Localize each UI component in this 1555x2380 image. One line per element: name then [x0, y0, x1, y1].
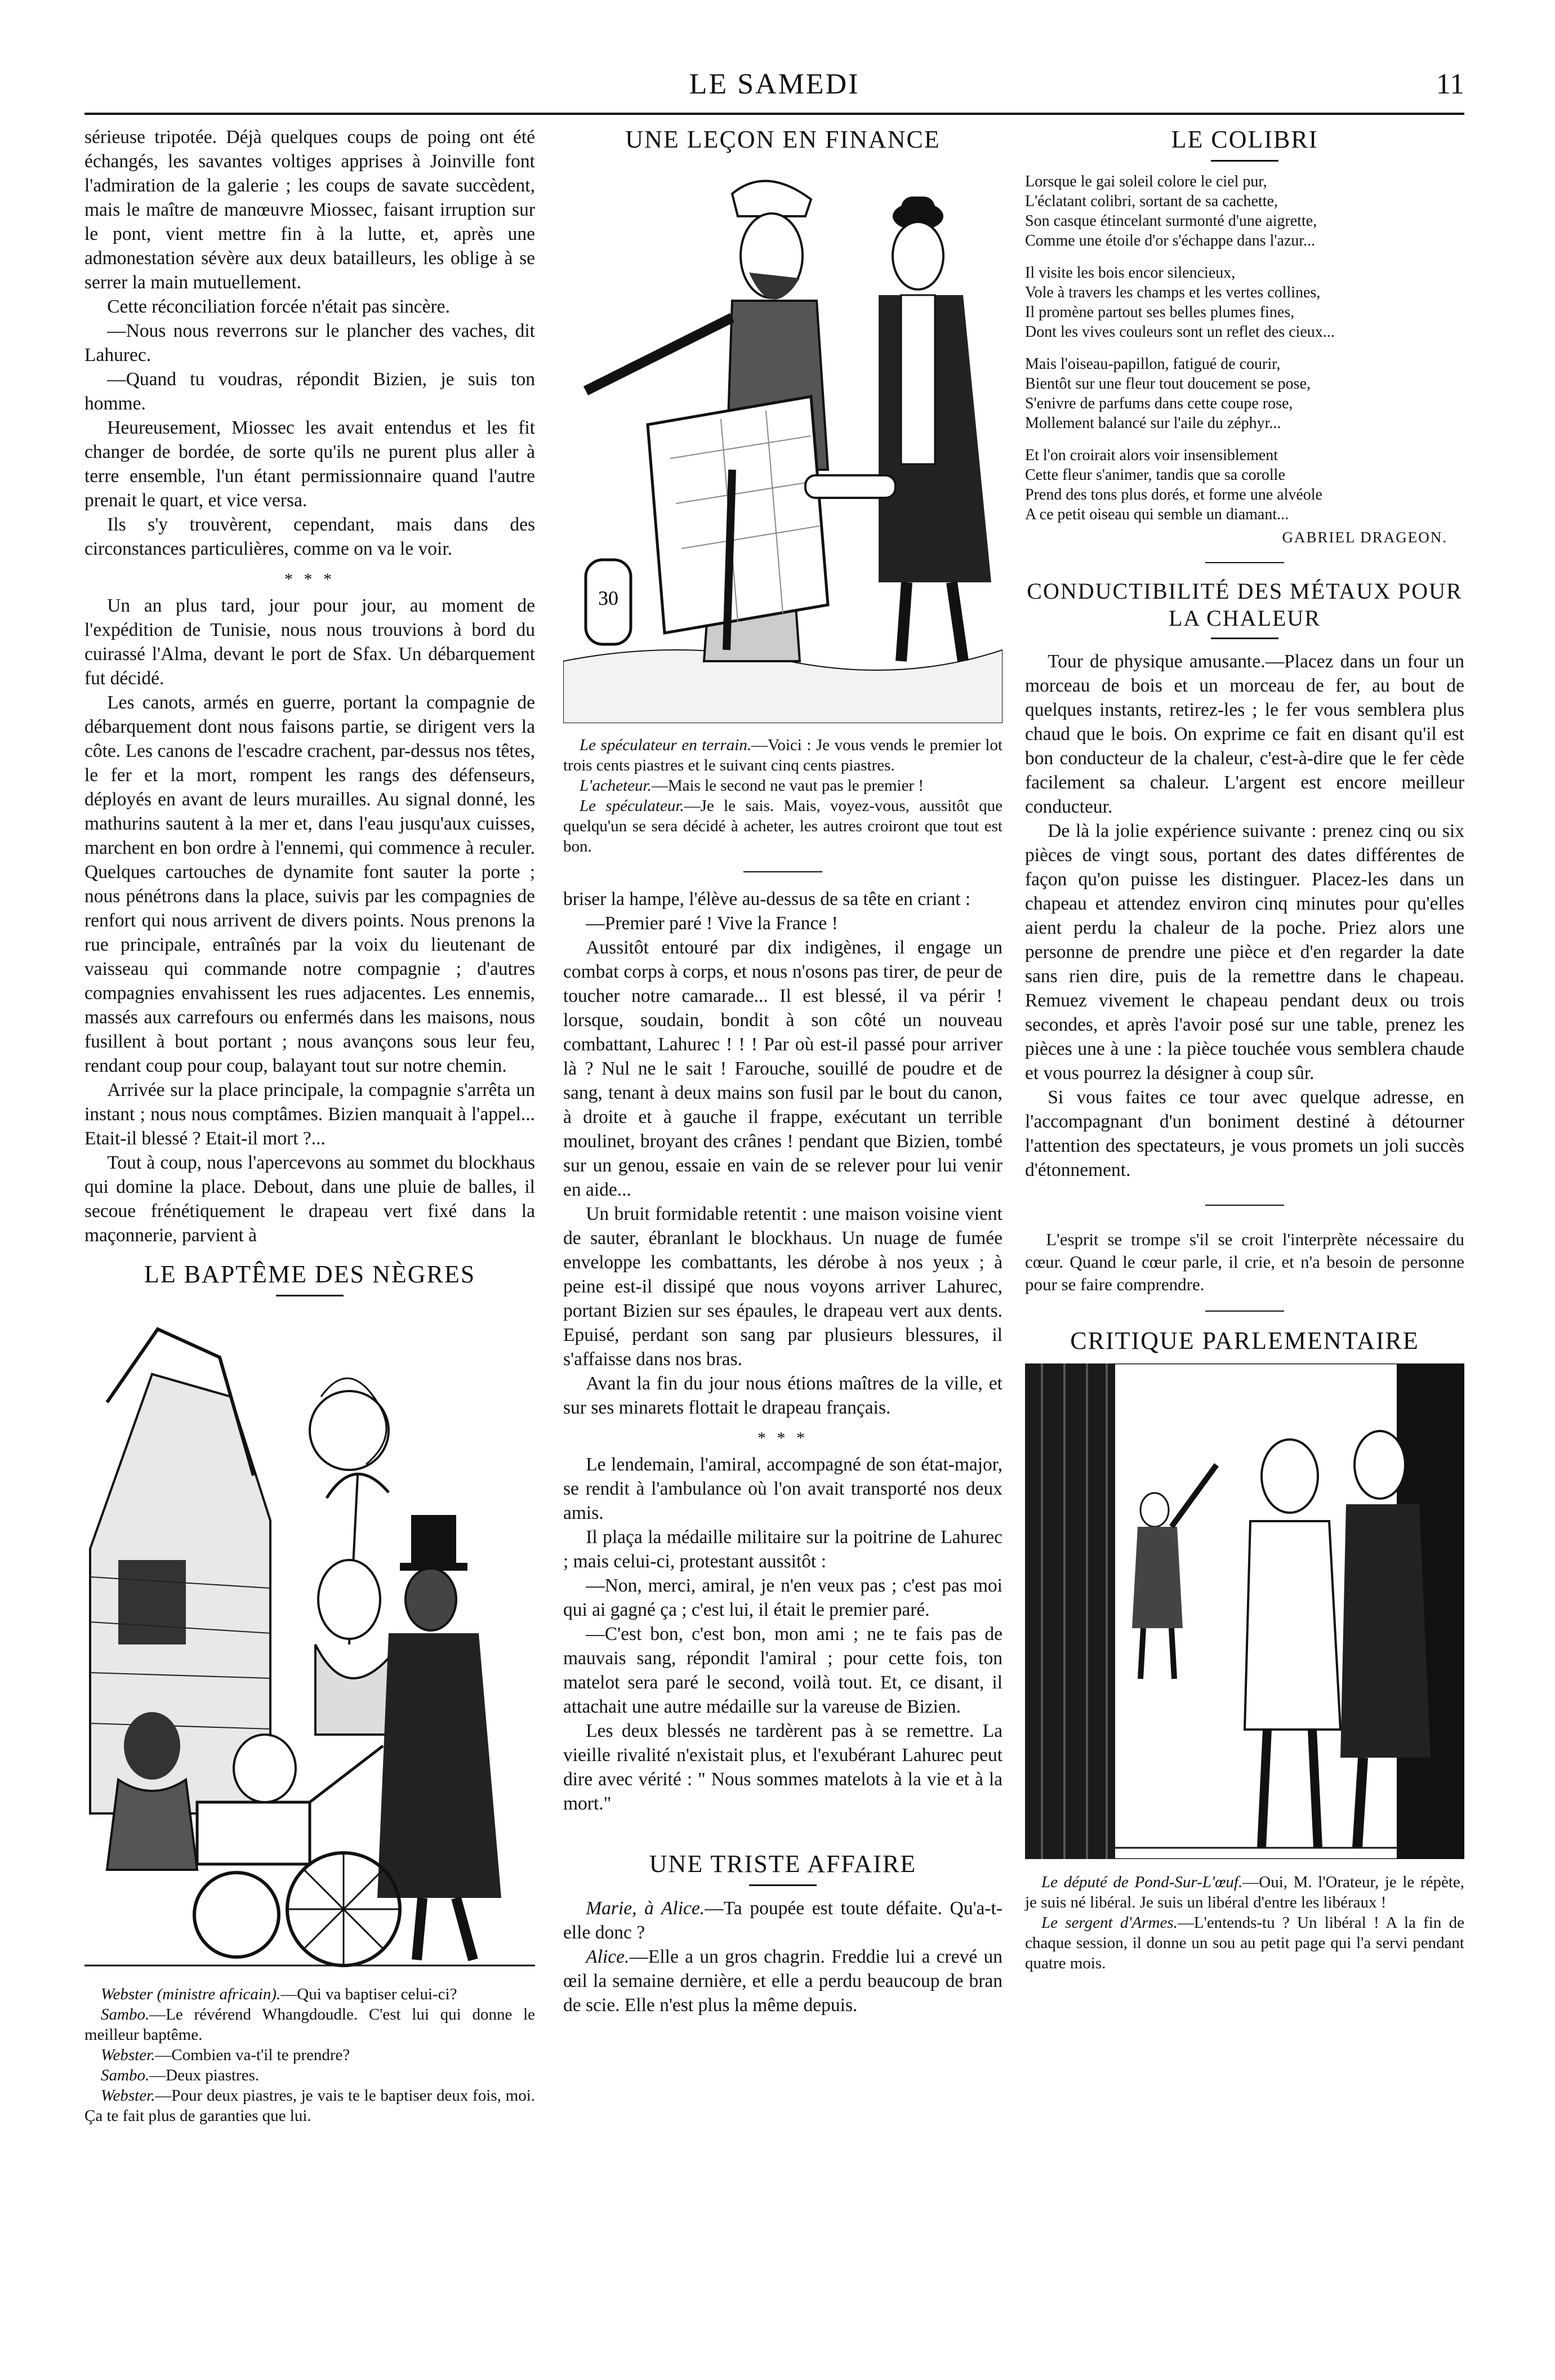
separator [743, 871, 822, 872]
paragraph: Ils s'y trouvèrent, cependant, mais dans des circonstances particulières, comme on va le voir. [84, 514, 535, 559]
caption-speaker: Sambo. [101, 2005, 150, 2024]
caption-text: —Pour deux piastres, je vais te le baptiser deux fois, moi. Ça te fait plus de garanties que lui. [84, 2087, 535, 2125]
lecon-caption [563, 735, 1002, 857]
caption-text: —L'entends-tu ? Un libéral ! A la fin de chaque session, il donne un sou au petit page qui l'a servi pendant quatre mois. [1025, 1914, 1464, 1972]
poem-line: Comme une étoile d'or s'échappe dans l'azur... [1025, 232, 1316, 249]
conductibilite-title: CONDUCTIBILITÉ DES MÉTAUX POUR LA CHALEUR [1027, 578, 1463, 631]
caption-speaker: Le sergent d'Armes. [1041, 1914, 1178, 1932]
poem-line: Mollement balancé sur l'aile du zéphyr... [1025, 415, 1281, 432]
paragraph: Un an plus tard, jour pour jour, au moment de l'expédition de Tunisie, nous nous trouvions à bord du cuirassé l'Alma, devant le port de Sfax. Un débarquement fut décidé. [84, 595, 535, 689]
poem-line: Bientôt sur une fleur tout doucement se pose, [1025, 375, 1311, 393]
stanza [1025, 263, 1464, 342]
title-rule [1211, 638, 1278, 639]
caption-text: —Voici : Je vous vends le premier lot trois cents piastres et le suivant cinq cents piastres. [563, 736, 1003, 774]
bapteme-illustration [84, 1307, 535, 1971]
title-rule [276, 1295, 344, 1296]
paragraph: sérieuse tripotée. Déjà quelques coups de poing ont été échangés, les savantes voltiges apprises à Joinville font l'admiration de la galerie ; les coups de savate succèdent, mais le maître de manœuvre Miossec, faisant irruption sur le pont, vient mettre fin à la lutte, et, après une admonestation sévère aux deux batailleurs, les oblige à se serrer la main mutuellement. [84, 127, 535, 293]
milestone-number: 30 [598, 587, 618, 609]
paragraph: Les canots, armés en guerre, portant la compagnie de débarquement dont nous faisons partie, se dirigent vers la côte. Les canons de l'escadre crachent, par-dessus nos têtes, le fer et la mort, rompent les rangs des défenseurs, déployés en avant de leurs murailles. Au signal donné, les mathurins sautent à la mer et, dans l'eau jusqu'aux cuisses, marchent en bon ordre à l'ennemi, qui commence à reculer. Quelques cartouches de dynamite font sauter la porte ; nous pénétrons dans la place, suivis par les compagnies de renfort qui nous arrivent de divers points. Nous prenons la rue principale, entraînés par la voix du lieutenant de vaisseau qui commande notre compagnie ; d'autres compagnies envahissent les rues adjacentes. Les ennemis, massés aux carrefours ou enfermés dans les maisons, nous fusillent à bout portant ; nous avançons sous leur feu, rendant coup pour coup, balayant tout sur notre chemin. [84, 692, 535, 1076]
paragraph: —Quand tu voudras, répondit Bizien, je suis ton homme. [84, 369, 535, 414]
colibri-poem [1025, 172, 1464, 547]
paragraph: Un bruit formidable retentit : une maison voisine vient de sauter, ébranlant le blockhaus. Un nuage de fumée enveloppe les combattants, les dérobe à nos yeux ; à peine est-il dissipé que nous voyons arriver Lahurec, portant Bizien sur ses épaules, le drapeau vert aux dents. Epuisé, perdant son sang par plusieurs blessures, il s'affaisse dans nos bras. [563, 1204, 1002, 1370]
caption-text: —Oui, M. l'Orateur, je le répète, je suis né libéral. Je suis un libéral d'entre les libéraux ! [1025, 1873, 1464, 1911]
caption-text: —Qui va baptiser celui-ci? [280, 1985, 457, 2003]
stanza [1025, 354, 1464, 433]
poem-line: Son casque étincelant surmonté d'une aigrette, [1025, 212, 1317, 230]
poem-line: Prend des tons plus dorés, et forme une alvéole [1025, 486, 1322, 503]
page-number: 11 [1436, 68, 1464, 100]
lecon-illustration [563, 154, 1002, 723]
caption-text: —Je le sais. Mais, voyez-vous, aussitôt que quelqu'un se sera décidé à acheter, les autres croiront que tout est bon. [563, 797, 1002, 855]
paragraph: Tout à coup, nous l'apercevons au sommet du blockhaus qui domine la place. Debout, dans une pluie de balles, il secoue frénétiquement le drapeau vert fixé dans la maçonnerie, parvient à [84, 1152, 535, 1246]
maxim: L'esprit se trompe s'il se croit l'interprète nécessaire du cœur. Quand le cœur parle, il crie, et n'a besoin de personne pour se faire comprendre. [1025, 1229, 1464, 1294]
separator [1205, 1205, 1284, 1206]
caption-speaker: Webster. [101, 2046, 155, 2064]
paragraph: Le lendemain, l'amiral, accompagné de son état-major, se rendit à l'ambulance où l'on avait transporté nos deux amis. [563, 1454, 1002, 1523]
poem-line: L'éclatant colibri, sortant de sa cachette, [1025, 193, 1278, 210]
section-stars: * * * [284, 570, 335, 589]
section-stars: * * * [758, 1429, 808, 1447]
lecon-title: UNE LEÇON EN FINANCE [625, 126, 941, 153]
caption-speaker: Le député de Pond-Sur-L'œuf. [1041, 1873, 1243, 1891]
critique-caption [1025, 1872, 1464, 1973]
caption-text: —Mais le second ne vaut pas le premier ! [651, 777, 924, 795]
poem-line: A ce petit oiseau qui semble un diamant... [1025, 506, 1289, 523]
column-middle [563, 125, 1002, 2017]
stanza [1025, 172, 1464, 251]
paragraph: Heureusement, Miossec les avait entendus et les fit changer de bordée, de sorte qu'ils ne purent plus aller à terre ensemble, l'un étant permissionnaire quand l'autre prenait le quart, et vice versa. [84, 417, 535, 511]
paragraph: Avant la fin du jour nous étions maîtres de la ville, et sur ses minarets flottait le drapeau français. [563, 1373, 1002, 1418]
paragraph: —Nous nous reverrons sur le plancher des vaches, dit Lahurec. [84, 320, 535, 366]
caption-speaker: L'acheteur. [580, 777, 652, 795]
caption-text: —Combien va-t'il te prendre? [155, 2046, 350, 2064]
paragraph: Aussitôt entouré par dix indigènes, il engage un combat corps à corps, et nous n'osons pas tirer, de peur de toucher notre camarade... Il est blessé, il va périr ! lorsque, soudain, bondit à son côté un nouveau combattant, Lahurec ! ! ! Par où est-il passé pour arriver là ? Nul ne le sait ! Farouche, souillé de poudre et de sang, tenant à deux mains son fusil par le bout du canon, à droite et à gauche il frappe, exécutant un terrible moulinet, broyant des crânes ! pendant que Bizien, tombé sur un genou, essaie en vain de se relever pour lui venir en aide... [563, 937, 1002, 1200]
column-left [84, 125, 535, 2126]
poem-line: S'enivre de parfums dans cette coupe rose, [1025, 395, 1293, 412]
dialogue-speaker: Alice. [586, 1946, 630, 1967]
poem-line: Cette fleur s'animer, tandis que sa corolle [1025, 466, 1285, 484]
masthead: LE SAMEDI [689, 68, 860, 100]
poem-line: Et l'on croirait alors voir insensiblement [1025, 447, 1278, 464]
critique-illustration [1025, 1363, 1464, 1859]
caption-speaker: Le spéculateur. [580, 797, 684, 815]
triste-title: UNE TRISTE AFFAIRE [649, 1850, 917, 1878]
paragraph: Cette réconciliation forcée n'était pas sincère. [107, 296, 450, 317]
column-right [1025, 125, 1464, 1973]
dialogue-text: —Elle a un gros chagrin. Freddie lui a crevé un œil la semaine dernière, et elle a perdu beaucoup de bran de scie. Elle n'est plus la même depuis. [563, 1946, 1002, 2016]
poem-line: Lorsque le gai soleil colore le ciel pur, [1025, 173, 1267, 190]
paragraph: Tour de physique amusante.—Placez dans un four un morceau de bois et un morceau de fer, au bout de quelques instants, retirez-les ; le fer vous semblera plus chaud que le bois. On exprime ce fait en disant qu'il est bon conducteur de la chaleur, c'est-à-dire que le fer cède facilement sa chaleur. L'argent est encore meilleur conducteur. [1025, 651, 1464, 817]
colibri-title: LE COLIBRI [1171, 126, 1318, 153]
bapteme-title: LE BAPTÊME DES NÈGRES [144, 1260, 476, 1288]
poem-line: Il visite les bois encor silencieux, [1025, 264, 1236, 282]
poem-line: Il promène partout ses belles plumes fines, [1025, 304, 1295, 321]
paragraph: —Premier paré ! Vive la France ! [586, 913, 838, 934]
poem-line: Vole à travers les champs et les vertes collines, [1025, 284, 1321, 301]
title-rule [749, 1884, 817, 1886]
title-rule [1211, 160, 1278, 162]
caption-speaker: Sambo. [101, 2066, 150, 2084]
poem-line: Mais l'oiseau-papillon, fatigué de courir, [1025, 355, 1281, 373]
paragraph: —C'est bon, c'est bon, mon ami ; ne te fais pas de mauvais sang, répondit l'amiral ; pour cette fois, ton matelot sera paré le second, voilà tout. Et, ce disant, il attachait une autre médaille sur la vareuse de Bizien. [563, 1624, 1002, 1717]
separator [1205, 562, 1284, 563]
poem-line: Dont les vives couleurs sont un reflet des cieux... [1025, 323, 1335, 341]
dialogue-speaker: Marie, à Alice. [586, 1898, 705, 1919]
caption-text: —Le révérend Whangdoudle. C'est lui qui donne le meilleur baptême. [84, 2005, 535, 2044]
paragraph: Les deux blessés ne tardèrent pas à se remettre. La vieille rivalité n'existait plus, et l'exubérant Lahurec peut dire avec vérité : " Nous sommes matelots à la vie et à la mort." [563, 1721, 1002, 1814]
bapteme-caption [84, 1984, 535, 2126]
caption-speaker: Webster (ministre africain). [101, 1985, 281, 2003]
header-rule [84, 113, 1464, 115]
paragraph: Si vous faites ce tour avec quelque adresse, en l'accompagnant d'un boniment destiné à détourner l'attention des spectateurs, je vous promets un joli succès d'étonnement. [1025, 1087, 1464, 1180]
critique-title: CRITIQUE PARLEMENTAIRE [1070, 1327, 1419, 1354]
caption-speaker: Webster. [101, 2087, 155, 2105]
paragraph: briser la hampe, l'élève au-dessus de sa tête en criant : [563, 889, 971, 910]
paragraph: De là la jolie expérience suivante : prenez cinq ou six pièces de vingt sous, portant des dates différentes de façon qu'on puisse les distinguer. Placez-les dans un chapeau et attendez environ cinq minutes pour qu'elles aient perdu la chaleur de la poche. Priez alors une personne de prendre une pièce et d'en regarder la date sans rien dire, puis de la remettre dans le chapeau. Remuez vivement le chapeau pendant deux ou trois secondes, et après l'avoir posé sur une table, prenez les pièces une à une : la pièce touchée vous semblera chaude et vous pourrez la désigner à coup sûr. [1025, 821, 1464, 1084]
paragraph: Il plaça la médaille militaire sur la poitrine de Lahurec ; mais celui-ci, protestant aussitôt : [563, 1527, 1002, 1572]
dialogue-text: —Ta poupée est toute défaite. Qu'a-t-elle donc ? [563, 1898, 1002, 1943]
page-header [84, 68, 1464, 118]
stanza [1025, 445, 1464, 524]
paragraph: Arrivée sur la place principale, la compagnie s'arrêta un instant ; nous nous comptâmes. Bizien manquait à l'appel... Etait-il blessé ? Etait-il mort ?... [84, 1080, 535, 1149]
caption-speaker: Le spéculateur en terrain. [580, 736, 752, 754]
paragraph: —Non, merci, amiral, je n'en veux pas ; c'est pas moi qui ai gagné ça ; c'est lui, il était le premier paré. [563, 1575, 1002, 1620]
caption-text: —Deux piastres. [149, 2066, 260, 2084]
separator [1205, 1311, 1284, 1312]
poem-signature: GABRIEL DRAGEON. [1282, 529, 1447, 546]
